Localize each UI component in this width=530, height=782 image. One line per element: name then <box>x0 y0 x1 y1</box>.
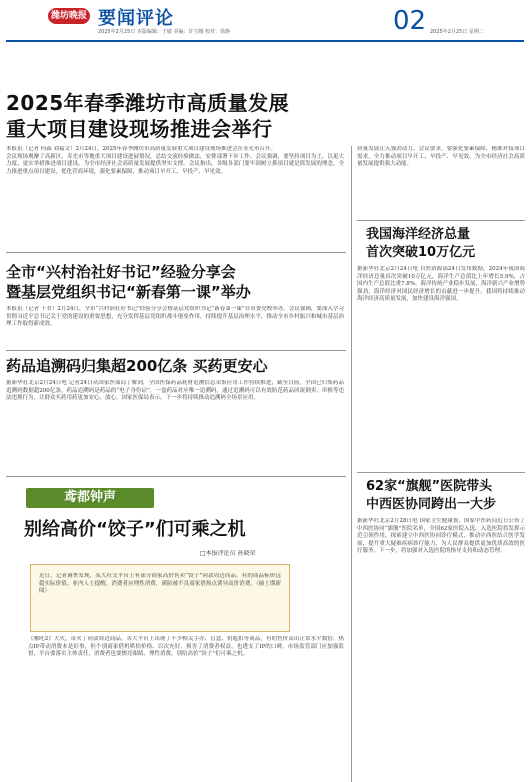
editor-credits: 2025年2月25日 本版编辑：于敏 美编：许宝娜 校对：徐静 <box>98 29 231 35</box>
divider <box>357 472 525 473</box>
article5-body: 据新华社北京2月28日电 国家卫生健康委、国家中医药局近日公布了中西医协同“旗舰”医院名单，全国62家医院入选。入选医院将发挥示范引领作用，探索建立中西医协同诊疗模式，推动中西医结合医学发展，提升重大疑难疾病诊疗能力，为人民群众提供更加优质高效的医疗服务。下一步，将加强对入选医院的指导支持和动态管理。 <box>357 518 525 555</box>
lead-headline-line-2: 重大项目建设现场推进会举行 <box>6 117 273 141</box>
lead-headline <box>6 90 289 142</box>
column-badge: 鸢都钟声 <box>26 488 154 508</box>
column-divider <box>351 146 352 782</box>
lead-paragraph: 会议现场观摩了高新区、寿光市等地重大项目建设进展情况，总结交流经验做法，安排部署下步工作。会议强调，要坚持项目为王，以更大力度、更实举措推进项目建设，为全市经济社会高质量发展提供坚实支撑。会议指出，各级各部门要牢固树立抓项目就是抓发展的理念，全力推进重点项目建设，优化营商环境，强化要素保障，推动项目早开工、早投产、早见效。 <box>6 153 344 175</box>
article3-body: 据新华社北京2月24日电 记者24日从国家医保局了解到，全国医保药品耗材追溯信息采集应用工作持续推进，截至目前，全国已归集药品追溯码数据超200亿条。药品追溯码是药品的“电子身份证”，一盒药品对应唯一追溯码，通过追溯码可以有效防范药品回流倒卖、串换等违法违规行为，让群众买药用药更加安心、放心。国家医保局表示，下一步将持续推动追溯码全场景应用。 <box>6 380 344 402</box>
article5-headline <box>366 478 496 514</box>
lead-continued: 质量发展注入强劲动力。会议要求，要强化要素保障，精准对接项目需求，全力推动项目早开工、早投产、早见效，为全市经济社会高质量发展提供强大动能。 <box>357 146 525 168</box>
divider <box>6 252 346 253</box>
divider <box>6 476 346 477</box>
article4-headline <box>366 226 475 262</box>
newspaper-logo: 潍坊晚报 <box>48 8 90 24</box>
article2-headline-line-1: 全市“兴村治社好书记”经验分享会 <box>6 263 236 281</box>
column-author: □本报评论员 孙晓荣 <box>200 550 256 557</box>
masthead <box>0 0 530 40</box>
column-body: 《哪吒2》大火，带火了同款周边商品。各大平台上出现了不少相关手办、盲盒、钥匙扣等商品，有的售价高出正常水平数倍。热点IP带动消费本是好事，但个别商家借机哄抬价格、以次充好，损害了消费者权益，也透支了IP的口碑。市场监管部门应加强监督，平台要落实主体责任，消费者也要擦亮眼睛、理性消费，别给高价“饺子”们可乘之机。 <box>28 636 344 658</box>
column-summary-box <box>30 564 290 632</box>
lead-body <box>6 146 344 244</box>
article5-headline-line-2: 中西医协同跨出一大步 <box>366 497 497 512</box>
column-headline: 别给高价“饺子”们可乘之机 <box>24 519 246 540</box>
lead-headline-line-1: 2025年春季潍坊市高质量发展 <box>6 91 290 115</box>
lead-byline: 本报讯（记者 何淼 刘福文）2月24日，2025年春季潍坊市高质量发展重大项目建设现场推进会在寿光市召开。 <box>6 146 276 152</box>
article2-body: 本报讯（记者 于君）2月24日，全市“兴村治社好书记”经验分享会暨基层党组织书记“新春第一课”在市委党校举办。会议强调，要深入学习贯彻习近平总书记关于党的建设的重要思想，充分发挥基层党组织战斗堡垒作用，持续提升基层治理水平，推动全市乡村振兴和城市基层治理工作取得新成效。 <box>6 306 344 328</box>
article5-headline-line-1: 62家“旗舰”医院带头 <box>366 479 493 494</box>
section-title: 要闻评论 <box>98 8 174 29</box>
masthead-rule <box>6 40 524 42</box>
article4-headline-line-2: 首次突破10万亿元 <box>366 245 476 260</box>
article2-headline-line-2: 暨基层党组织书记“新春第一课”举办 <box>6 283 251 301</box>
issue-date: 2025年2月25日 星期二 <box>430 29 484 35</box>
article4-body: 据新华社北京2月24日电 自然资源部24日发布数据，2024年我国海洋经济总量首次突破10万亿元，海洋生产总值比上年增长5.9%，占国内生产总值比重7.8%。海洋传统产业稳步发展，海洋新兴产业增势强劲，海洋经济对国民经济增长的贡献进一步提升。我国将持续推动海洋经济高质量发展，加快建设海洋强国。 <box>357 266 525 303</box>
article2-headline <box>6 262 251 302</box>
column-summary: 近日，记者调查发现，某大社交平台上有部分商家高价售卖“饺子”同款周边商品，有的商品标价远超实际价值。业内人士提醒，消费者应理性消费，谨防被不良商家借热点诱导高价消费。（摘上期新闻） <box>39 573 281 595</box>
divider <box>6 350 346 351</box>
page-number: 02 <box>393 6 427 36</box>
article4-headline-line-1: 我国海洋经济总量 <box>366 227 471 242</box>
article3-headline: 药品追溯码归集超200亿条 买药更安心 <box>6 357 268 375</box>
divider <box>357 220 525 221</box>
